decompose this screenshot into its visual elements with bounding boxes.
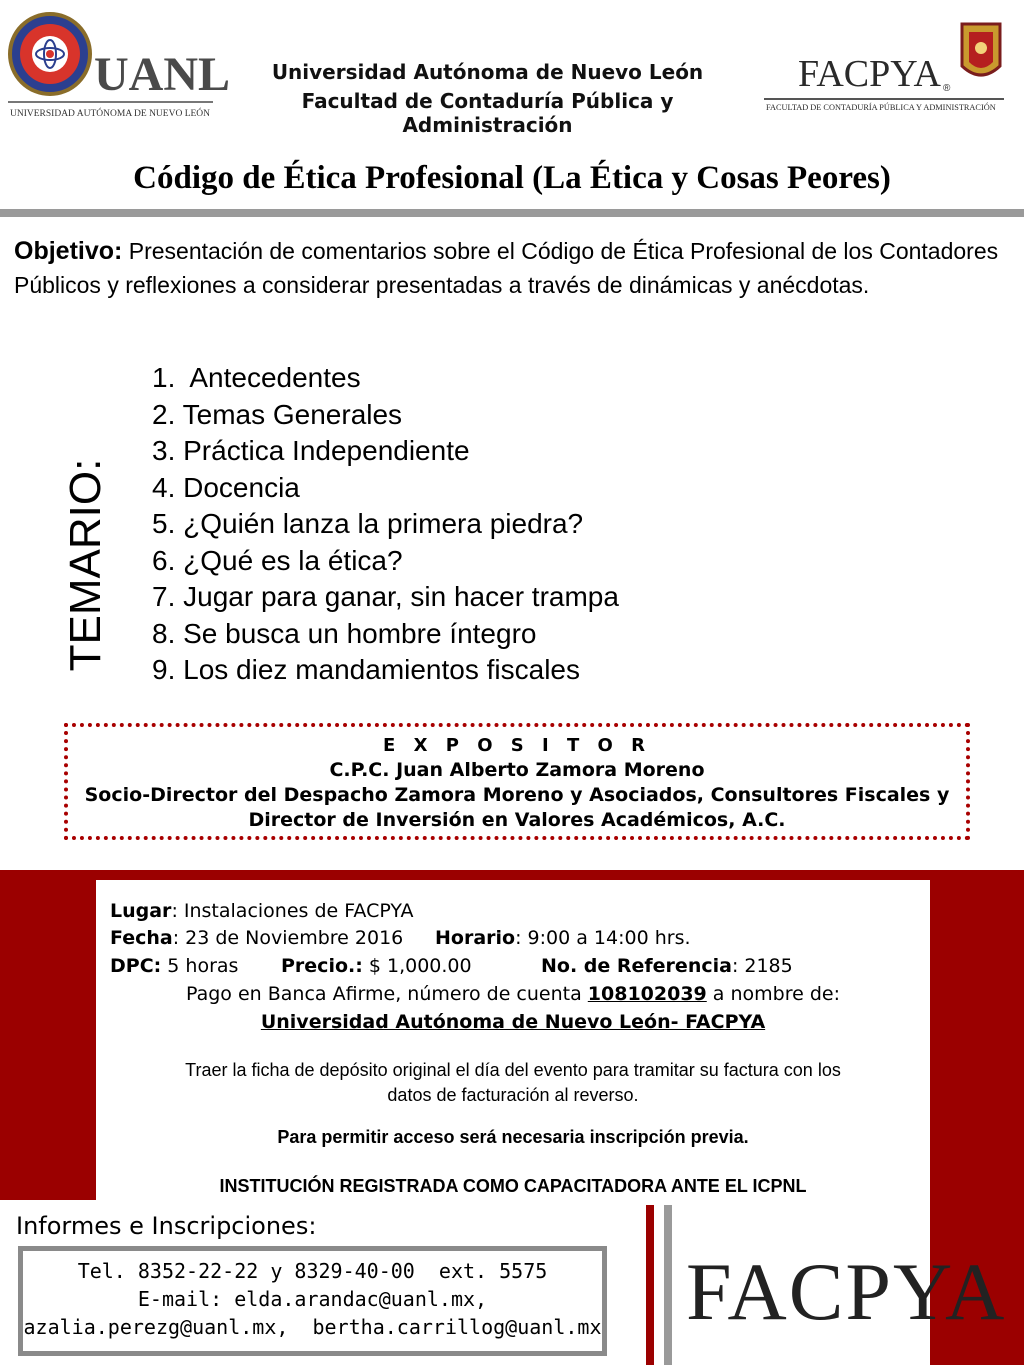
topic-item: 9. Los diez mandamientos fiscales [152,654,580,685]
horario-label: Horario [435,927,516,949]
referencia-line [541,955,793,977]
fecha-value: : 23 de Noviembre 2016 [172,927,404,949]
referencia-label: No. de Referencia [541,955,732,977]
dpc-line [110,955,238,977]
facpya-shield-icon [962,24,1000,75]
uanl-logo [8,8,231,122]
precio-value: $ 1,000.00 [362,955,472,977]
precio-line [281,955,472,977]
pago-text-end: a nombre de: [706,983,840,1005]
pago-line [96,983,930,1005]
cuenta-number: 108102039 [587,983,707,1005]
title-divider [0,209,1024,217]
expositor-role-line1: Socio-Director del Despacho Zamora Moreno y Asociados, Consultores Fiscales y [84,784,950,806]
topic-item: 2. Temas Generales [152,398,403,430]
expositor-box [64,723,970,840]
fecha-line [110,927,403,949]
lugar-label: Lugar [110,900,172,922]
footer-facpya-logo: FACPYA [686,1246,1007,1337]
horario-line [435,927,691,949]
contact-email-line1: E-mail: elda.arandac@uanl.mx, [137,1287,488,1311]
contact-box [18,1246,607,1356]
topic-list [152,360,619,689]
contact-phone: Tel. 8352-22-22 y 8329-40-00 ext. 5575 [77,1259,548,1283]
expositor-name: C.P.C. Juan Alberto Zamora Moreno [329,759,705,781]
facpya-logo [760,18,1010,118]
nota-line2: datos de facturación al reverso. [387,1085,639,1105]
topic-item: 8. Se busca un hombre íntegro [152,617,537,649]
facpya-logo-text: FACPYA [798,53,941,95]
pago-text: Pago en Banca Afirme, número de cuenta [185,983,588,1005]
expositor-heading: E X P O S I T O R [383,735,651,756]
precio-label: Precio.: [281,955,363,977]
topic-item: 6. ¿Qué es la ética? [152,544,403,576]
referencia-value: : 2185 [731,955,793,977]
temario-label: TEMARIO: [61,458,110,672]
topic-item: 3. Práctica Independiente [152,435,470,466]
registro-note: INSTITUCIÓN REGISTRADA COMO CAPACITADORA ANTE EL ICPNL [219,1176,807,1196]
nota-line1: Traer la ficha de depósito original el día del evento para tramitar su factura con los [185,1060,841,1080]
informes-heading: Informes e Inscripciones: [16,1212,317,1240]
beneficiario-line [96,1011,930,1033]
topic-item: 1. Antecedentes [152,362,361,393]
beneficiario-name: Universidad Autónoma de Nuevo León- FACPYA [260,1011,766,1033]
objective-label: Objetivo: [14,237,123,265]
objective-paragraph [14,234,1004,302]
objective-text: Presentación de comentarios sobre el Código de Ética Profesional de los Contadores Públicos y reflexiones a considerar presentadas a través de dinámicas y anécdotas. [14,238,999,298]
uanl-logo-subtext: UNIVERSIDAD AUTÓNOMA DE NUEVO LEÓN [10,109,211,119]
university-name: Universidad Autónoma de Nuevo León [271,60,704,84]
lugar-line [110,900,414,922]
footer-red-bar [646,1205,654,1365]
contact-email-line2: azalia.perezg@uanl.mx, bertha.carrillog@uanl.mx [23,1315,602,1339]
fecha-label: Fecha [110,927,173,949]
svg-text:®: ® [943,83,951,94]
topic-item: 5. ¿Quién lanza la primera piedra? [152,508,584,539]
acceso-note: Para permitir acceso será necesaria inscripción previa. [277,1127,749,1147]
footer-gray-bar [664,1205,672,1365]
dpc-label: DPC: [110,955,162,977]
facpya-logo-subtext: FACULTAD DE CONTADURÍA PÚBLICA Y ADMINISTRACIÓN [766,103,996,112]
page-title: Código de Ética Profesional (La Ética y Cosas Peores) [133,160,891,196]
horario-value: : 9:00 a 14:00 hrs. [515,927,691,949]
uanl-seal-icon [10,14,90,94]
uanl-logo-text: UANL [94,48,231,101]
topic-item: 7. Jugar para ganar, sin hacer trampa [152,581,619,612]
dpc-value: 5 horas [161,955,239,977]
expositor-role-line2: Director de Inversión en Valores Académicos, A.C. [248,809,786,831]
lugar-value: : Instalaciones de FACPYA [171,900,414,922]
faculty-name: Facultad de Contaduría Pública y Administración [301,89,674,137]
topic-item: 4. Docencia [152,471,300,503]
